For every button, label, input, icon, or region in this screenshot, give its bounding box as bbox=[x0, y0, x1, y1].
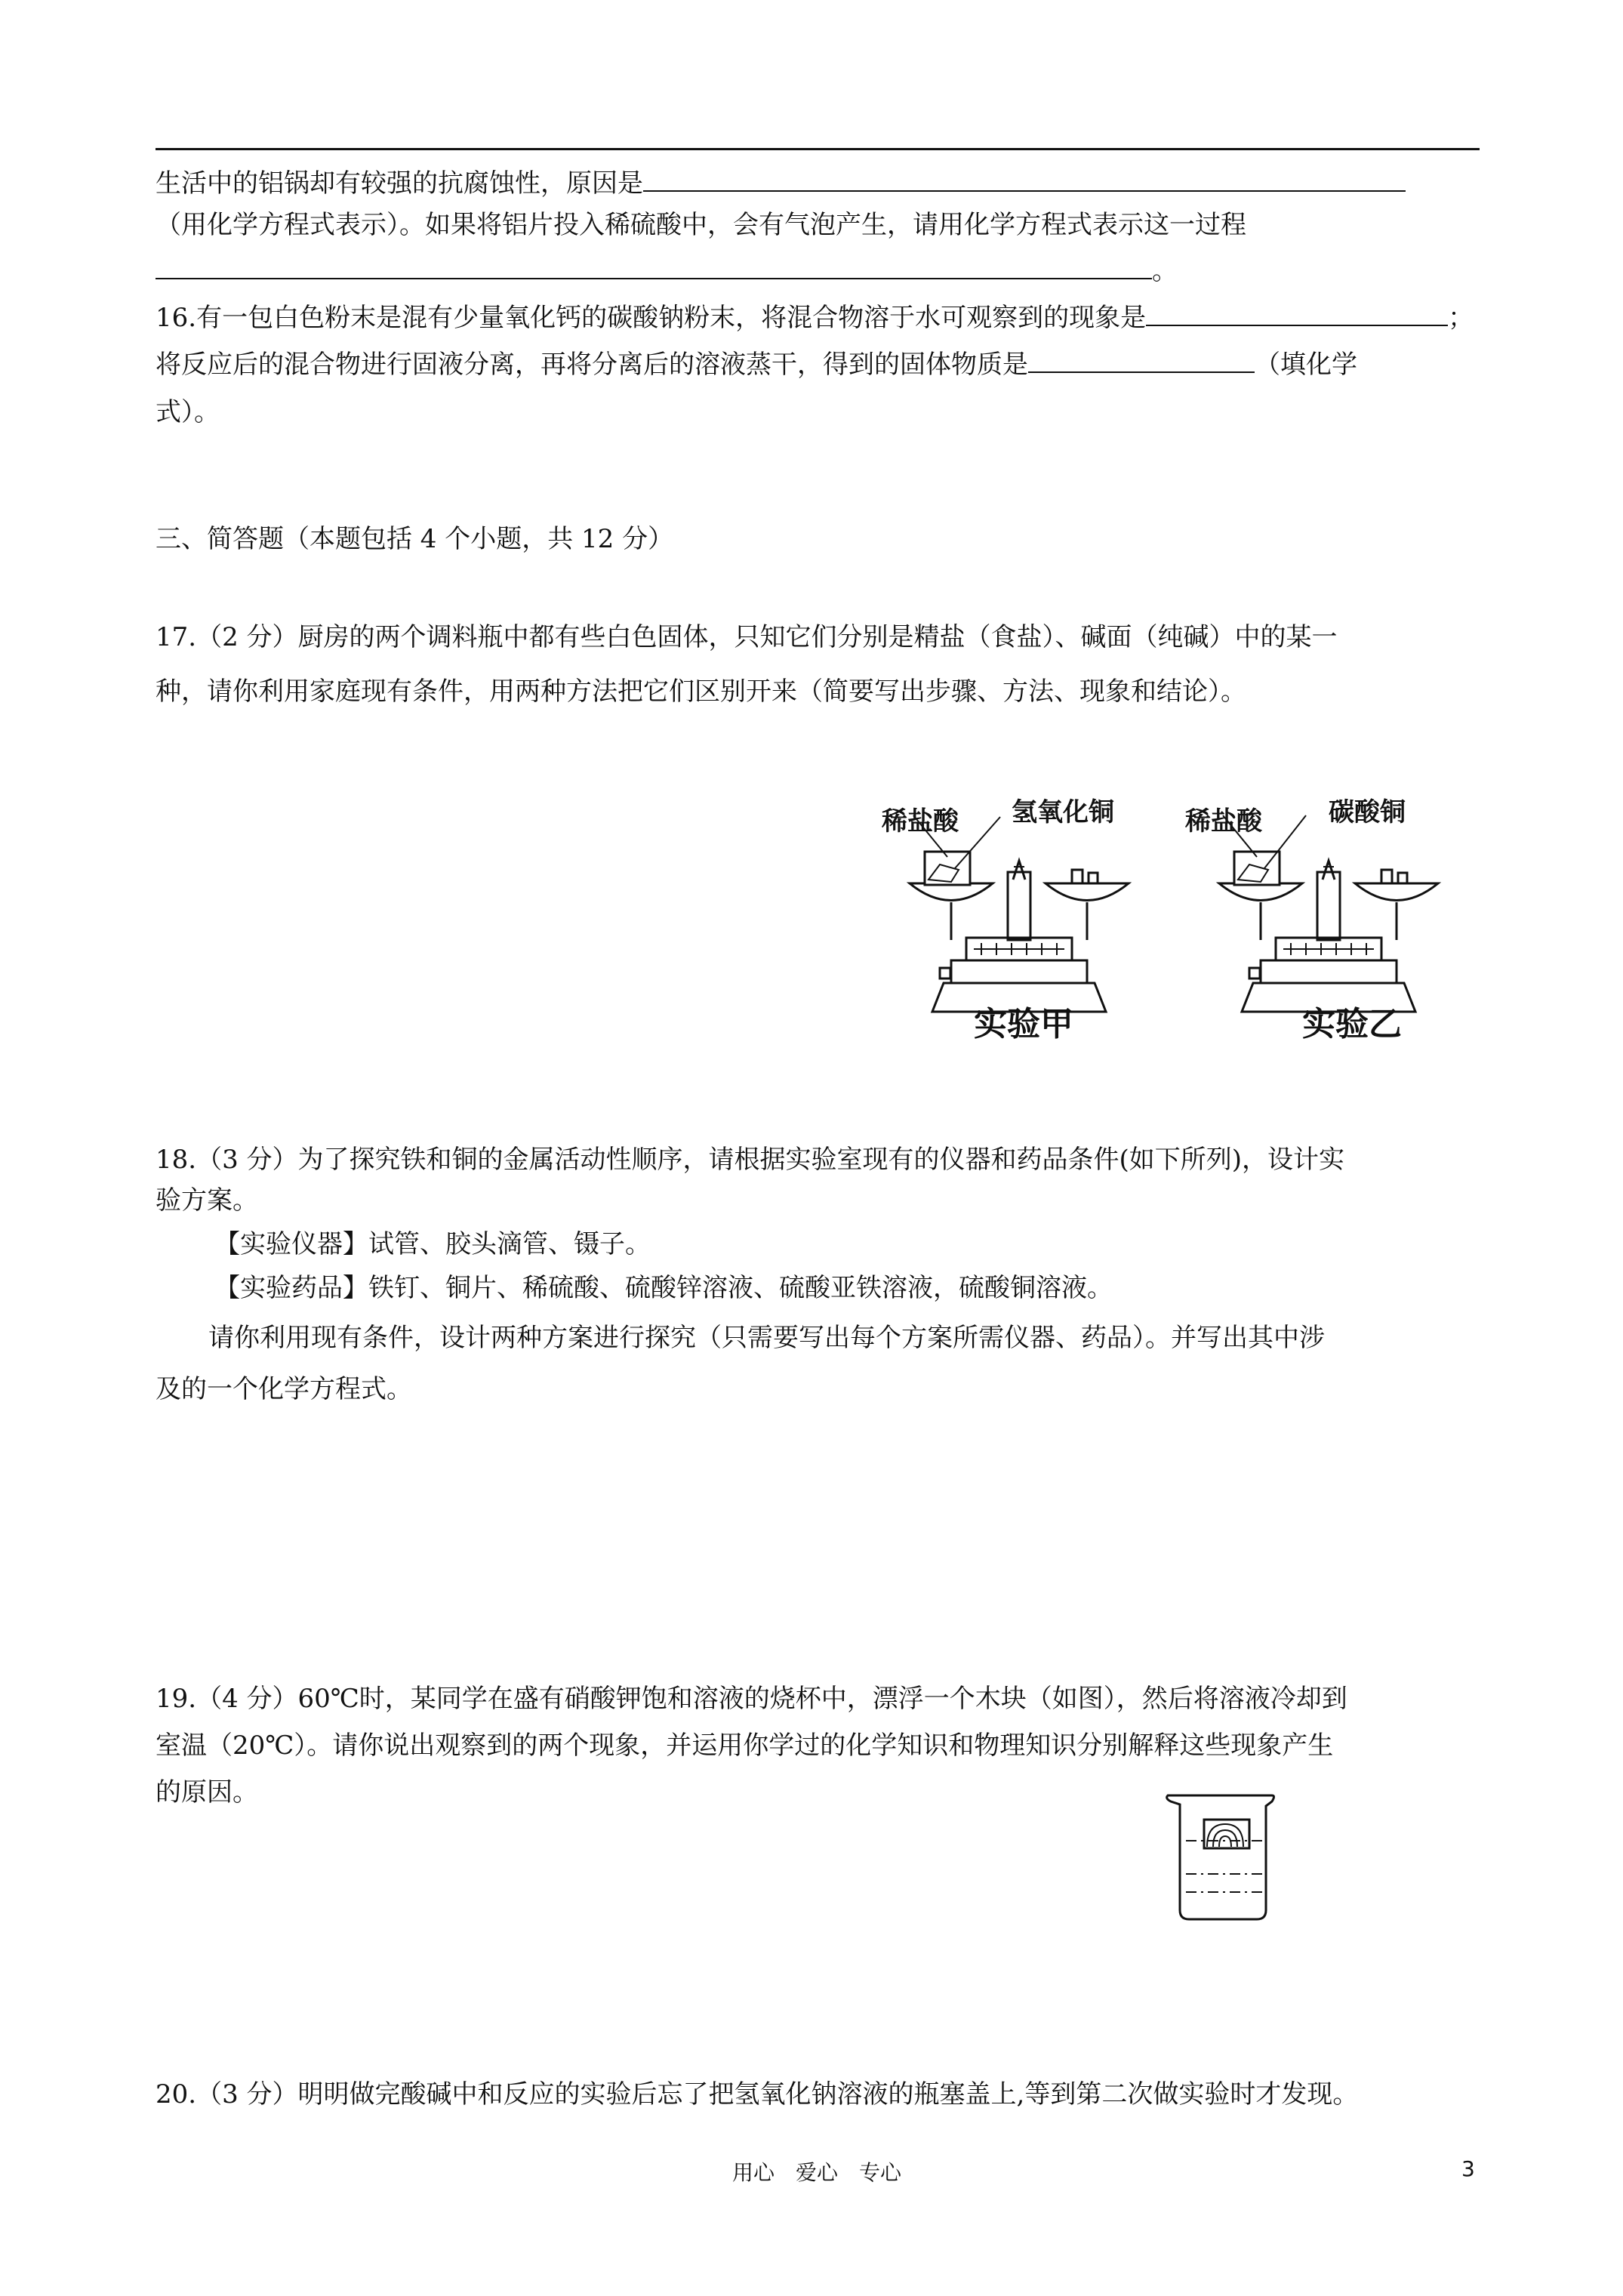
left-caption: 实验甲 bbox=[974, 1005, 1073, 1043]
q19-line3: 的原因。 bbox=[156, 1777, 258, 1808]
q19-line1: 19.（4 分）60℃时，某同学在盛有硝酸钾饱和溶液的烧杯中，漂浮一个木块（如图），然后将溶液冷却到 bbox=[156, 1684, 1347, 1714]
q16-line2-end: （填化学 bbox=[1255, 350, 1357, 380]
left-acid-label: 稀盐酸 bbox=[882, 806, 959, 837]
right-caption: 实验乙 bbox=[1302, 1005, 1402, 1043]
q18-line1: 18.（3 分）为了探究铁和铜的金属活动性顺序，请根据实验室现有的仪器和药品条件(如下所列)，设计实 bbox=[156, 1145, 1345, 1175]
q17-line2: 种，请你利用家庭现有条件，用两种方法把它们区别开来（简要写出步骤、方法、现象和结论）。 bbox=[156, 676, 1246, 707]
right-acid-label: 稀盐酸 bbox=[1185, 806, 1262, 837]
q15-line1 bbox=[156, 165, 1406, 200]
q16-line2 bbox=[156, 346, 1357, 381]
q15-line3 bbox=[156, 252, 1178, 288]
q18-line2: 验方案。 bbox=[156, 1185, 258, 1216]
answer-blank[interactable] bbox=[156, 252, 1152, 279]
q18-line6: 及的一个化学方程式。 bbox=[156, 1374, 412, 1404]
q15-line3-end: 。 bbox=[1152, 256, 1178, 286]
q16-line2-text: 将反应后的混合物进行固液分离，再将分离后的溶液蒸干，得到的固体物质是 bbox=[156, 350, 1028, 380]
q20-line1: 20.（3 分）明明做完酸碱中和反应的实验后忘了把氢氧化钠溶液的瓶塞盖上,等到第二次做实验时才发现。 bbox=[156, 2079, 1359, 2110]
balance-right bbox=[1219, 815, 1438, 1012]
balance-experiment-figure bbox=[868, 785, 1487, 1046]
q16-line3: 式）。 bbox=[156, 397, 220, 427]
q18-reagents: 【实验药品】铁钉、铜片、稀硫酸、硫酸锌溶液、硫酸亚铁溶液，硫酸铜溶液。 bbox=[214, 1273, 1113, 1303]
q15-line2: （用化学方程式表示）。如果将铝片投入稀硫酸中，会有气泡产生，请用化学方程式表示这一过程 bbox=[156, 210, 1246, 240]
top-rule bbox=[156, 148, 1480, 150]
beaker-figure bbox=[1159, 1789, 1280, 1925]
right-solid-label: 碳酸铜 bbox=[1329, 797, 1406, 827]
q16-line1 bbox=[156, 299, 1474, 334]
section-heading: 三、简答题（本题包括 4 个小题，共 12 分） bbox=[156, 524, 674, 554]
page-number: 3 bbox=[1461, 2156, 1475, 2181]
q16-line1-end: ； bbox=[1448, 303, 1474, 333]
q16-line1-text: 16.有一包白色粉末是混有少量氧化钙的碳酸钠粉末，将混合物溶于水可观察到的现象是 bbox=[156, 303, 1147, 333]
footer-slogan: 用心 爱心 专心 bbox=[732, 2160, 902, 2185]
answer-blank[interactable] bbox=[1146, 299, 1448, 326]
q18-instruments: 【实验仪器】试管、胶头滴管、镊子。 bbox=[214, 1229, 651, 1259]
beaker-drawing bbox=[1159, 1789, 1280, 1925]
q19-line2: 室温（20℃）。请你说出观察到的两个现象，并运用你学过的化学知识和物理知识分别解释这些现象产生 bbox=[156, 1730, 1334, 1761]
q18-line5: 请你利用现有条件，设计两种方案进行探究（只需要写出每个方案所需仪器、药品）。并写出其中涉 bbox=[208, 1323, 1325, 1353]
q15-line1-text: 生活中的铝锅却有较强的抗腐蚀性，原因是 bbox=[156, 168, 643, 199]
answer-blank[interactable] bbox=[1028, 346, 1255, 373]
answer-blank[interactable] bbox=[643, 165, 1406, 192]
balance-left bbox=[910, 815, 1129, 1012]
left-solid-label: 氢氧化铜 bbox=[1012, 797, 1114, 827]
q17-line1: 17.（2 分）厨房的两个调料瓶中都有些白色固体，只知它们分别是精盐（食盐）、碱面（纯碱）中的某一 bbox=[156, 622, 1338, 652]
